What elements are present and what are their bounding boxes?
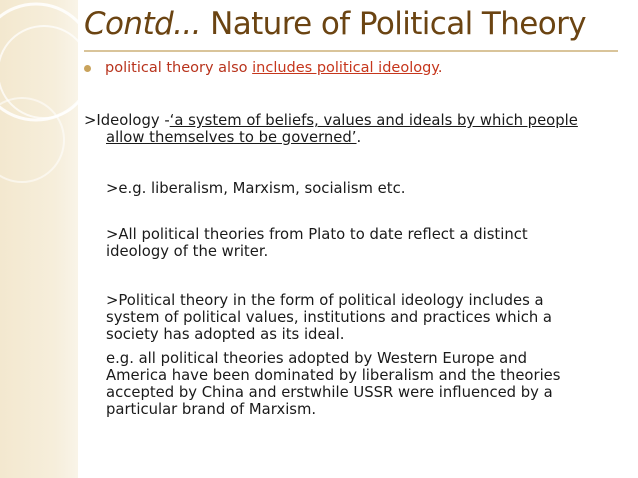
example-ideologies — [106, 180, 616, 197]
title-prefix: Contd... — [84, 6, 201, 42]
bullet-text-plain: political theory also — [105, 60, 253, 76]
bullet-icon — [84, 65, 91, 72]
bullet-item — [84, 60, 442, 76]
ideology-prefix: >Ideology - — [84, 112, 170, 129]
title-main: Nature of Political Theory — [210, 6, 587, 42]
eg2-line2: America have been dominated by liberalism and the theories — [106, 367, 561, 384]
eg2-line3: accepted by China and erstwhile USSR were influenced by a — [106, 384, 553, 401]
eg2-line4: particular brand of Marxism. — [106, 401, 317, 418]
title-underline-rule — [84, 50, 618, 52]
example-paragraph — [106, 350, 616, 418]
slide-title — [84, 6, 586, 42]
ideology-quote-line1: ‘a system of beliefs, values and ideals by which people — [169, 112, 578, 129]
bullet-text-link: includes political ideology — [252, 60, 438, 76]
pt-line3: society has adopted as its ideal. — [106, 326, 345, 343]
eg2-line1: e.g. all political theories adopted by Western Europe and — [106, 350, 527, 367]
all-line1: >All political theories from Plato to date reflect a distinct — [106, 226, 528, 243]
pt-line2: system of political values, institutions and practices which a — [106, 309, 553, 326]
all-theories-paragraph — [106, 226, 616, 260]
ideology-quote-line2: allow themselves to be governed’ — [106, 129, 357, 146]
all-line2: ideology of the writer. — [106, 243, 269, 260]
ideology-definition — [84, 112, 624, 146]
political-theory-paragraph — [106, 292, 616, 343]
example-line: >e.g. liberalism, Marxism, socialism etc. — [106, 180, 406, 197]
ideology-end: . — [356, 129, 362, 146]
pt-line1: >Political theory in the form of political ideology includes a — [106, 292, 544, 309]
bullet-text-end: . — [437, 60, 443, 76]
